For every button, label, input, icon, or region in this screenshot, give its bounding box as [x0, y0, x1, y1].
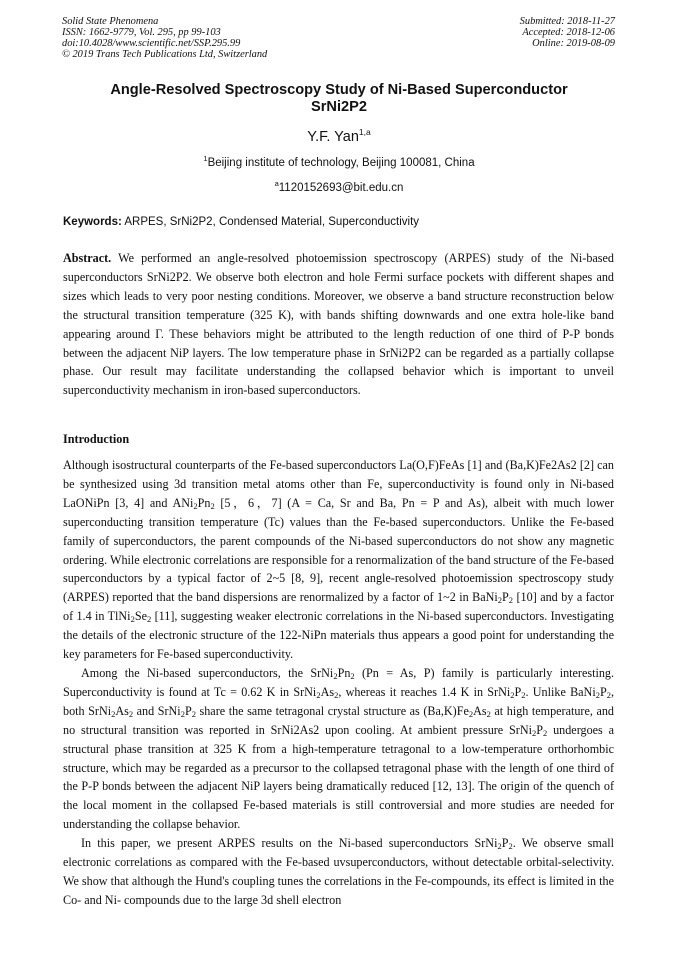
doi-line: doi:10.4028/www.scientific.net/SSP.295.99: [62, 38, 241, 49]
abstract: [63, 249, 614, 400]
text-run: and SrNi: [133, 703, 181, 718]
subscript: 2: [468, 708, 474, 719]
copyright-line: © 2019 Trans Tech Publications Ltd, Switzerland: [62, 49, 268, 60]
text-run: Se: [134, 609, 147, 624]
text-run: As: [115, 703, 129, 718]
abstract-text: We performed an angle-resolved photoemission spectroscopy (ARPES) study of the Ni-based superconductors SrNi2P2. We observe both electron and hole Fermi surface pockets with different shapes and sizes which leads to very poor nesting conditions. Moreover, we observe a band structure reconstruction below the structural transition temperature (325 K), with bands shifting downwards and one extra hole-like band appearing around Γ. These behaviors might be attributed to the length reduction of one third of P-P bonds between the adjacent NiP layers. The low temperature phase in SrNi2P2 can be regarded as a partially collapse phase. Our result may facilitate understanding the collapsed behavior which is important to unveil superconductivity mechanism in iron-based superconductors.: [63, 251, 614, 398]
subscript: 2: [193, 500, 198, 511]
introduction-body: [63, 456, 614, 910]
subscript: 2: [128, 708, 134, 719]
text-run: . Unlike BaNi: [525, 684, 596, 699]
text-run: , whereas it reaches 1.4 K in SrNi: [338, 684, 511, 699]
text-run: , both SrNi: [63, 684, 615, 718]
subscript: 2: [111, 708, 116, 719]
subscript: 2: [130, 614, 135, 625]
keywords-label: Keywords:: [63, 216, 122, 228]
author: [62, 124, 616, 146]
email-address: 1120152693@bit.edu.cn: [278, 182, 404, 194]
keywords-text: ARPES, SrNi2P2, Condensed Material, Superconductivity: [121, 216, 420, 228]
affiliation-text: Beijing institute of technology, Beijing 100081, China: [207, 157, 475, 169]
submitted-date: Submitted: 2018-11-27: [519, 16, 615, 27]
intro-paragraph-3: [63, 834, 614, 910]
subscript: 2: [508, 595, 514, 606]
author-name: Y.F. Yan: [307, 129, 359, 145]
intro-paragraph-1: [63, 456, 614, 664]
subscript: 2: [334, 689, 339, 700]
subscript: 2: [316, 689, 321, 700]
text-run: Pn: [337, 665, 351, 680]
paper-title: [62, 82, 616, 116]
subscript: 2: [606, 689, 611, 700]
email-superscript: a: [274, 179, 279, 188]
text-run: [11], suggesting weaker electronic correlations in the Ni-based superconductors. Investigating the details of the electronic structure of the 122-NiPn materials thus appears a good point for understanding the key parameters for Fe-based superconductivity.: [63, 609, 614, 662]
text-run: Although isostructural counterparts of the Fe-based superconductors La(O,F)FeAs [1] and (Ba,K)Fe2As2 [2] can be synthesized using 3d transition metal atoms other than Fe, superconductivity is found only in Ni-based LaONiPn [3, 4] and ANi: [63, 458, 614, 510]
text-run: Pn: [197, 495, 211, 510]
text-run: P: [502, 590, 509, 605]
subscript: 2: [210, 500, 215, 511]
subscript: 2: [486, 708, 491, 719]
keywords: [63, 215, 419, 229]
journal-info: [62, 16, 267, 60]
subscript: 2: [508, 841, 513, 852]
text-run: As: [320, 684, 335, 699]
subscript: 2: [180, 708, 185, 719]
text-run: share the same tetragonal crystal structure as (Ba,K)Fe: [195, 703, 469, 718]
title-line-1: Angle-Resolved Spectroscopy Study of Ni-Based Superconductor: [110, 82, 568, 98]
accepted-date: Accepted: 2018-12-06: [522, 27, 615, 38]
intro-paragraph-2: [63, 664, 614, 834]
online-date: Online: 2019-08-09: [532, 38, 615, 49]
subscript: 2: [531, 727, 537, 738]
subscript: 2: [595, 689, 600, 700]
subscript: 2: [543, 727, 548, 738]
affiliation: [62, 152, 616, 170]
subscript: 2: [497, 841, 502, 852]
text-run: [10] and by a factor of 1.4 in TlNi: [63, 590, 614, 624]
issn-line: ISSN: 1662-9779, Vol. 295, pp 99-103: [62, 27, 221, 38]
text-run: P: [501, 836, 509, 851]
subscript: 2: [333, 670, 338, 681]
title-line-2: SrNi2P2: [311, 99, 367, 115]
text-run: As: [473, 703, 487, 718]
text-run: P: [514, 684, 522, 699]
text-run: In this paper, we present ARPES results on the Ni-based superconductors SrNi: [81, 836, 498, 851]
text-run: (Pn = As, P) family is particularly interesting. Superconductivity is found at Tc = 0.62 K in SrNi: [63, 665, 614, 699]
subscript: 2: [510, 689, 515, 700]
affiliation-superscript: 1: [203, 154, 208, 163]
abstract-label: Abstract.: [63, 251, 112, 265]
introduction-heading: Introduction: [63, 432, 130, 446]
submission-dates: [520, 16, 615, 49]
journal-name: Solid State Phenomena: [62, 16, 159, 27]
text-run: . We observe small electronic correlations as compared with the Fe-based uvsuperconductors, without detectable orbital-selectivity. We show that although the Hund's coupling tunes the correlations in the Fe-compounds, its effect is limited in the Co- and Ni- compounds due to the large 3d shell electron: [63, 836, 614, 907]
subscript: 2: [350, 670, 355, 681]
text-run: Among the Ni-based superconductors, the SrNi: [81, 665, 334, 680]
email: [62, 177, 616, 195]
text-run: at high temperature, and no structural transition was reported in SrNi2As2 upon cooling. At ambient pressure SrNi: [63, 703, 614, 737]
text-run: P: [184, 703, 192, 718]
subscript: 2: [521, 689, 526, 700]
subscript: 2: [146, 614, 152, 625]
text-run: undergoes a structural phase transition at 325 K from a high-temperature tetragonal to a low-temperature orthorhombic structure, which may be regarded as a precursor to the collapsed tetragonal phase with the length of one third of the P-P bonds between the adjacent NiP layers being dramatically reduced [12, 13]. The origin of the quench of the local moment in the collapsed Fe-based materials is still controversial and more studies are needed for understanding the collapse behavior.: [63, 722, 614, 832]
subscript: 2: [497, 595, 503, 606]
subscript: 2: [191, 708, 196, 719]
text-run: [5，6，7] (A = Ca, Sr and Ba, Pn = P and As), albeit with much lower superconducting transition temperature (Tc) values than the Fe-based superconductors. Unlike the Fe-based family of superconductors, the parent compounds of the Ni-based superconductors do not show any magnetic ordering. While electronic correlations are responsible for a renormalization of the band structure of the Fe-based superconductors by a typical factor of 2~5 [8, 9], recent angle-resolved photoemission spectroscopy study (ARPES) reported that the band dispersions are renormalized by a factor of 1~2 in BaNi: [63, 495, 614, 605]
text-run: P: [599, 684, 607, 699]
author-superscript: 1,a: [358, 127, 371, 137]
text-run: P: [536, 722, 543, 737]
